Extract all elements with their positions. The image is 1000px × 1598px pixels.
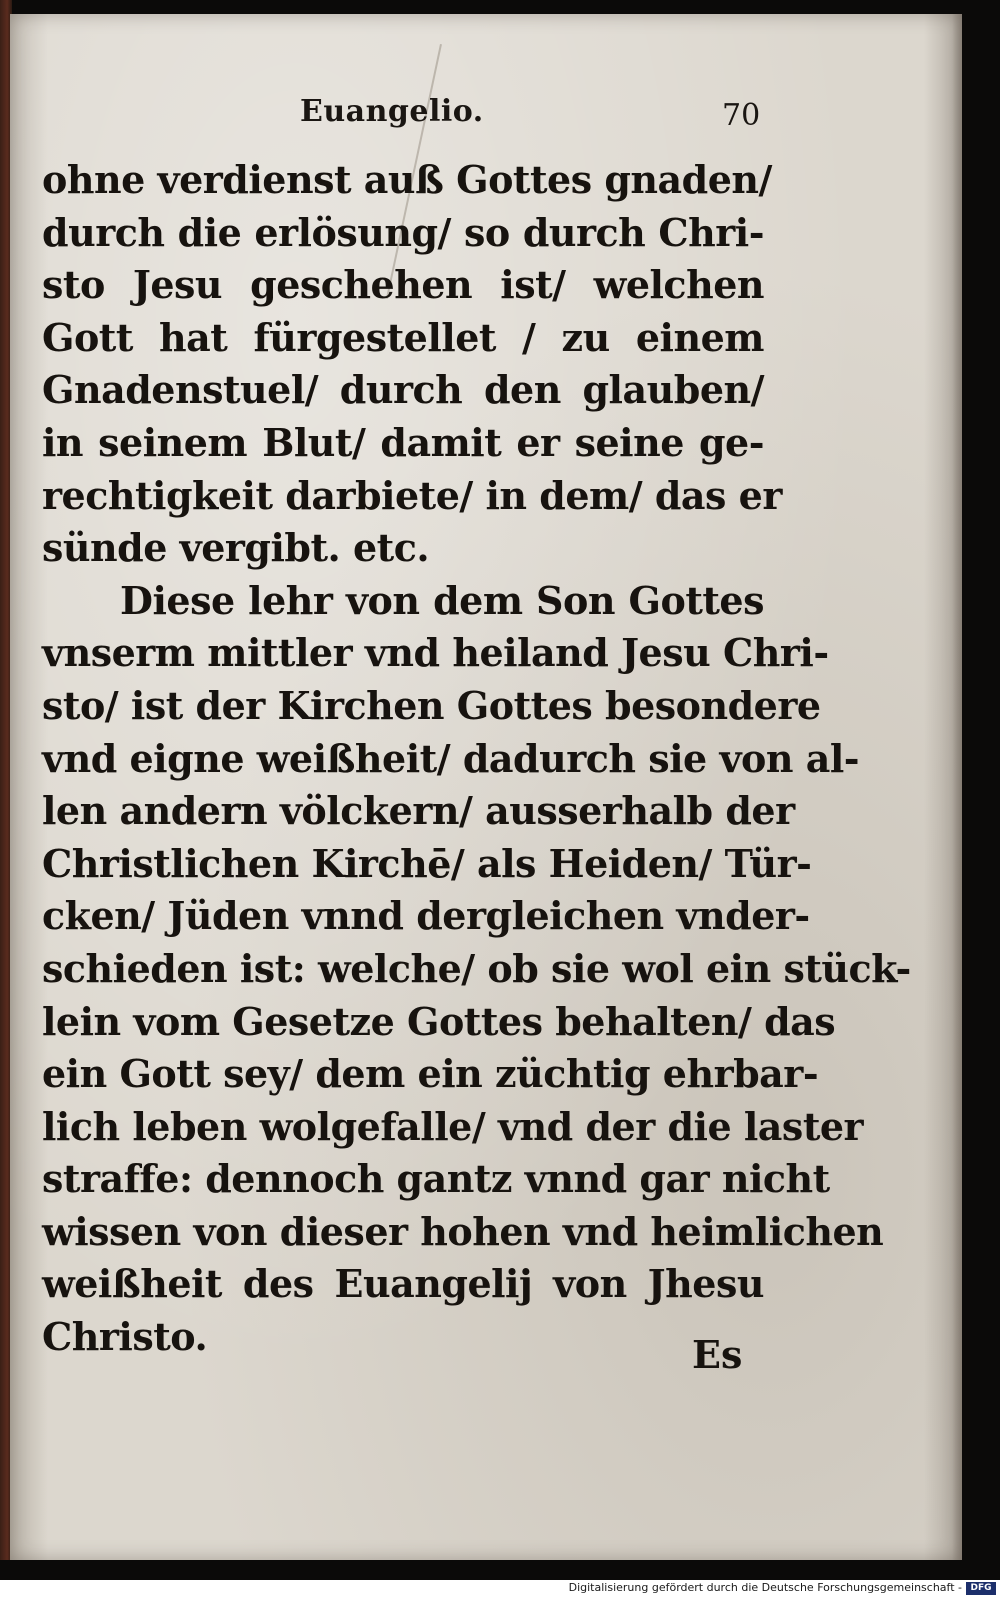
- text-line: vnd eigne weißheit/ dadurch sie von al-: [42, 735, 860, 781]
- text-line: weißheit des Euangelij von Jhesu: [42, 1261, 764, 1307]
- body-text: [42, 154, 911, 1364]
- text-line: vnserm mittler vnd heiland Jesu Chri-: [42, 630, 829, 676]
- text-line: lein vom Gesetze Gottes behalten/ das: [42, 998, 836, 1044]
- dfg-logo: DFG: [966, 1582, 996, 1595]
- text-line: wissen von dieser hohen vnd heimlichen: [42, 1208, 884, 1254]
- text-line: Gott hat fürgestellet / zu einem: [42, 314, 764, 360]
- text-line: Gnadenstuel/ durch den glauben/: [42, 367, 764, 413]
- text-line: straffe: dennoch gantz vnnd gar nicht: [42, 1156, 830, 1202]
- text-line: Christo.: [42, 1314, 208, 1360]
- digitization-footer: [0, 1580, 1000, 1598]
- page-edge-shadow: [952, 14, 962, 1560]
- page-number: 70: [722, 98, 761, 133]
- text-line: sto Jesu geschehen ist/ welchen: [42, 262, 764, 308]
- footer-credit: Digitalisierung gefördert durch die Deutsche Forschungsgemeinschaft -: [568, 1581, 962, 1594]
- text-line: cken/ Jüden vnnd dergleichen vnder-: [42, 893, 810, 939]
- text-line: schieden ist: welche/ ob sie wol ein stück-: [42, 945, 911, 991]
- text-line: rechtigkeit darbiete/ in dem/ das er: [42, 472, 782, 518]
- catchword: Es: [692, 1332, 743, 1377]
- text-line-paragraph-start: Diese lehr von dem Son Gottes: [120, 577, 764, 623]
- text-line: ein Gott sey/ dem ein züchtig ehrbar-: [42, 1051, 819, 1097]
- text-line: ohne verdienst auß Gottes gnaden/: [42, 157, 772, 202]
- text-line: lich leben wolgefalle/ vnd der die laster: [42, 1103, 864, 1149]
- text-line: Christlichen Kirchē/ als Heiden/ Tür-: [42, 840, 812, 886]
- text-line: len andern völckern/ ausserhalb der: [42, 788, 795, 834]
- text-line: durch die erlösung/ so durch Chri-: [42, 209, 764, 255]
- text-line: sto/ ist der Kirchen Gottes besondere: [42, 682, 821, 728]
- text-line: in seinem Blut/ damit er seine ge-: [42, 419, 764, 465]
- book-page: [10, 14, 962, 1560]
- running-head: Euangelio.: [300, 94, 484, 129]
- text-line: sünde vergibt. etc.: [42, 525, 430, 571]
- page-header: [10, 94, 962, 144]
